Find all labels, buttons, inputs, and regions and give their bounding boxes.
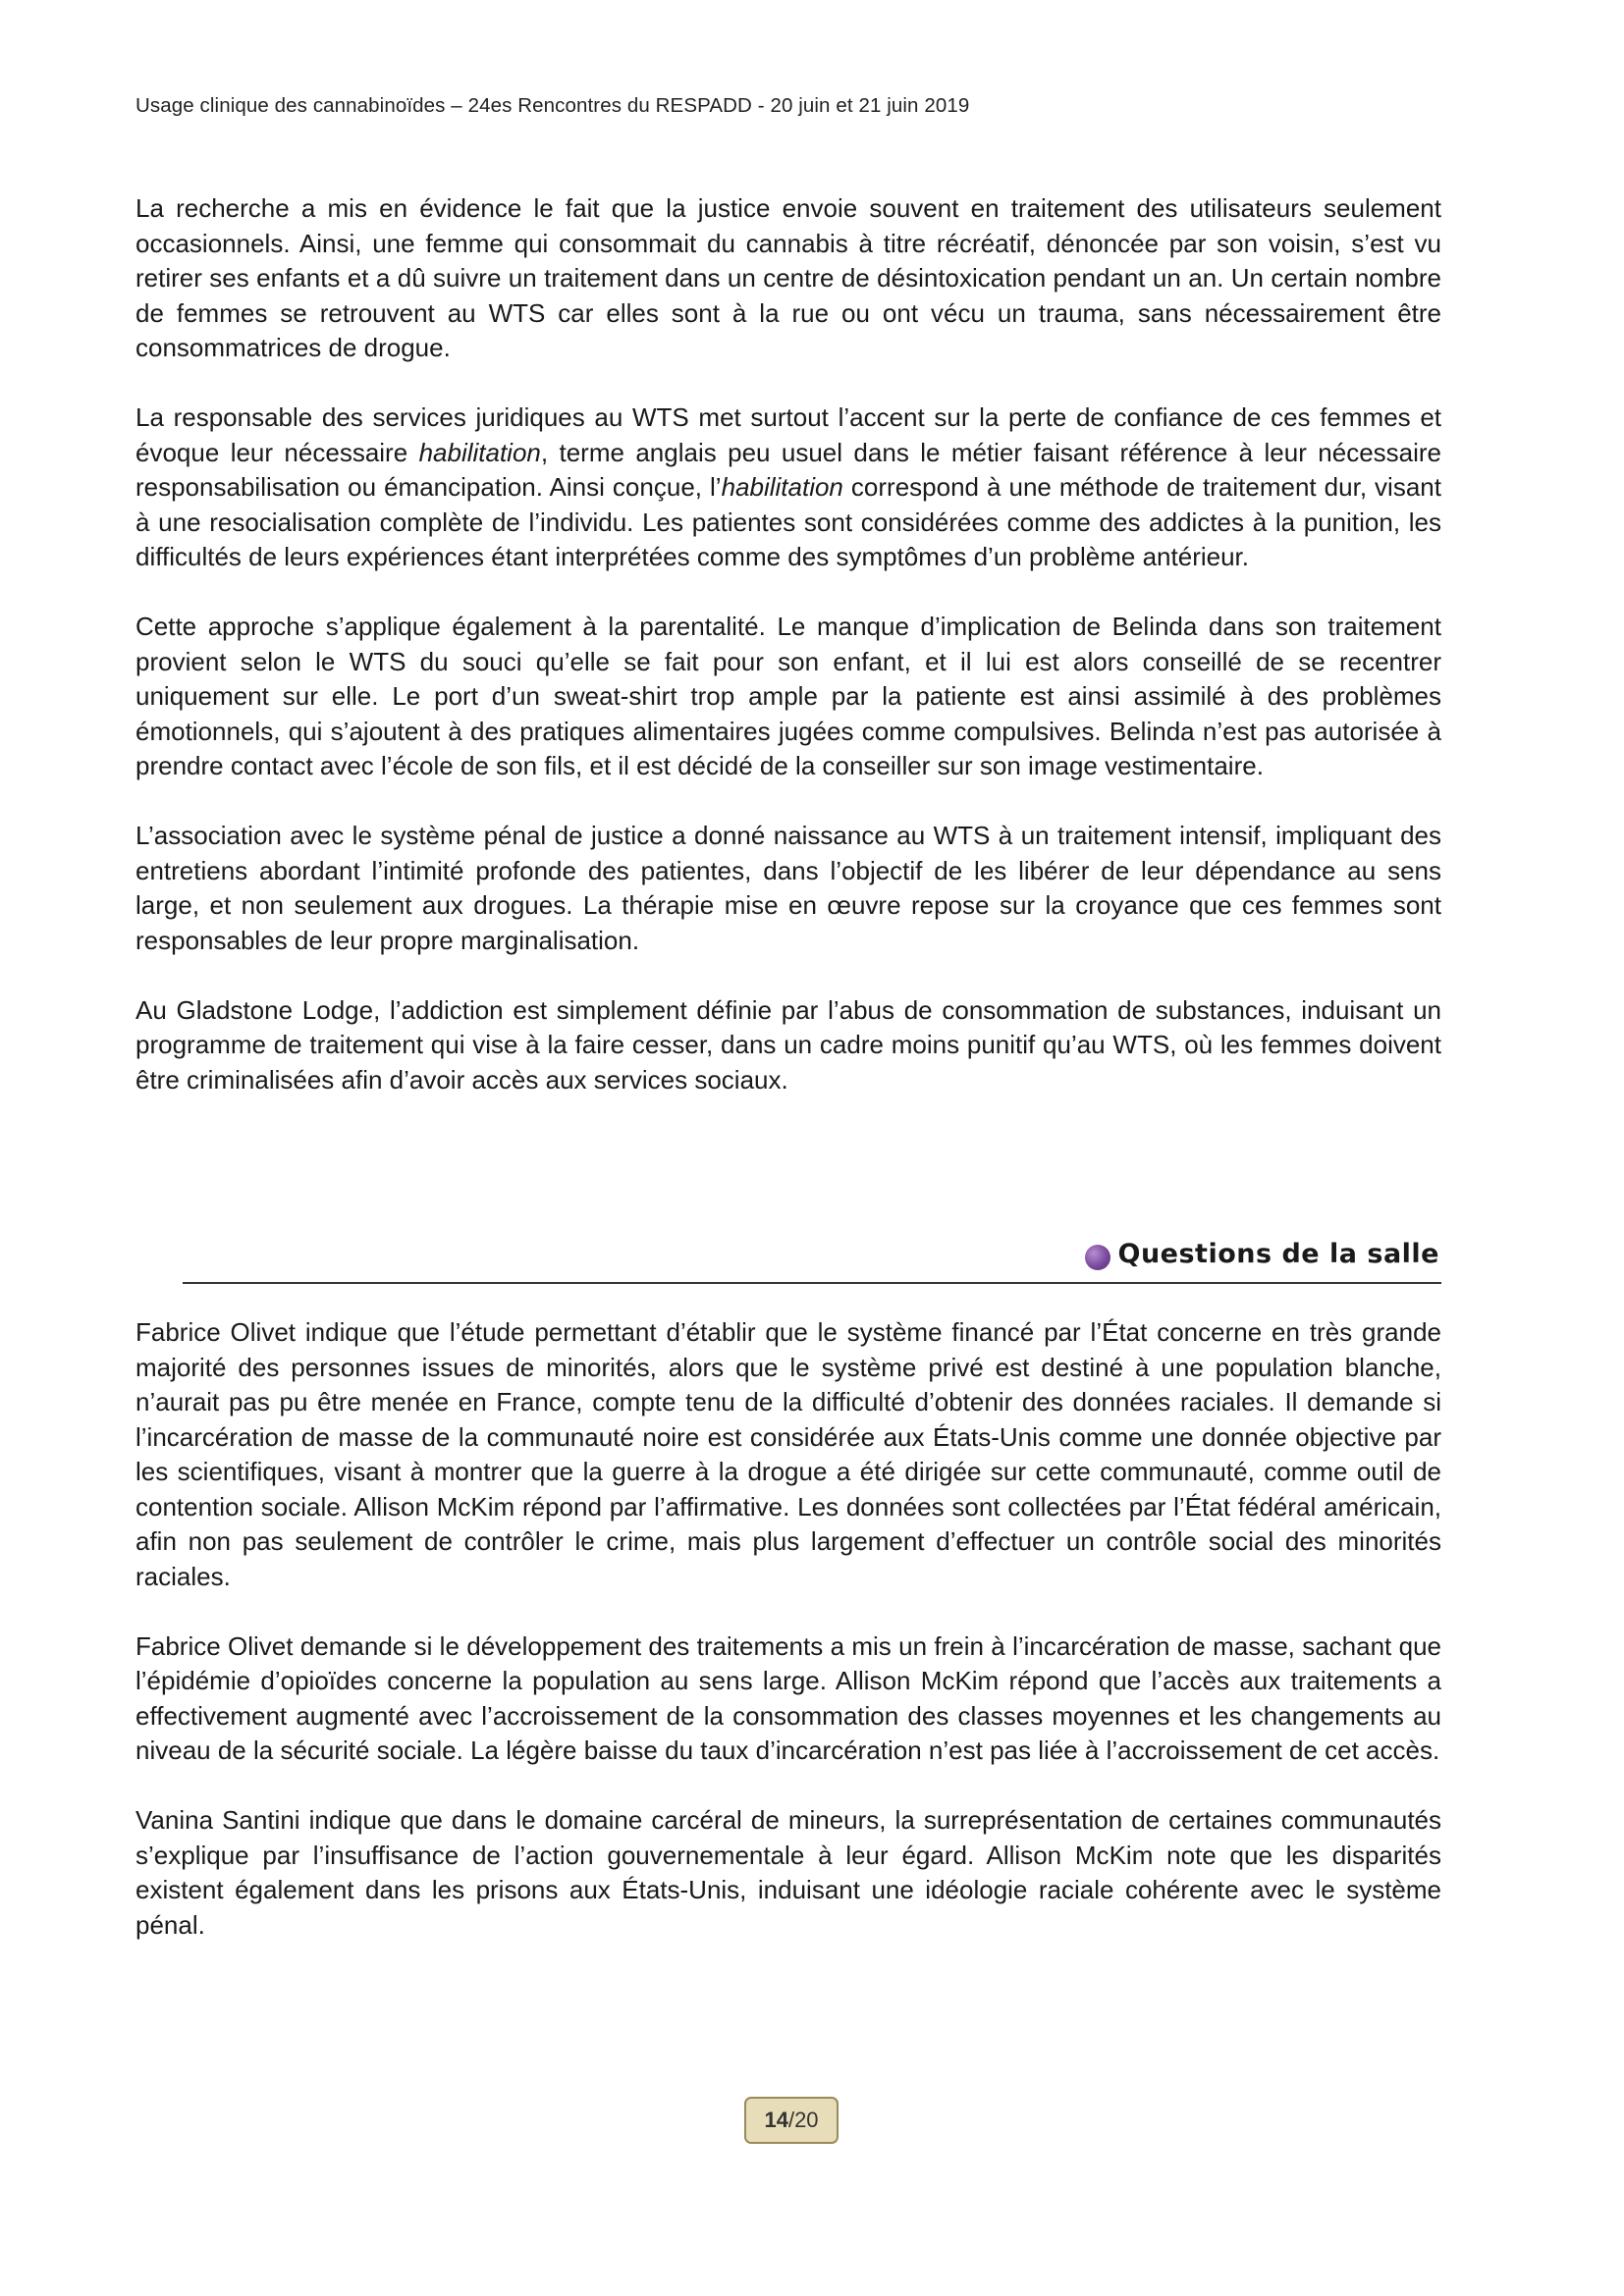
body-text-before-questions bbox=[135, 191, 1441, 1097]
paragraph: Vanina Santini indique que dans le domaine carcéral de mineurs, la surreprésentation de certaines communautés s’explique par l’insuffisance de l’action gouvernementale à leur égard. Allison McKim note que les disparités existent également dans les prisons aux États-Unis, induisant une idéologie raciale cohérente avec le système pénal. bbox=[135, 1805, 1441, 1940]
paragraph: La recherche a mis en évidence le fait que la justice envoie souvent en traitement des utilisateurs seulement occasionnels. Ainsi, une femme qui consommait du cannabis à titre récréatif, dénoncée par son voisin, s’est vu retirer ses enfants et a dû suivre un traitement dans un centre de désintoxication pendant un an. Un certain nombre de femmes se retrouvent au WTS car elles sont à la rue ou ont vécu un trauma, sans nécessairement être consommatrices de drogue. bbox=[135, 193, 1441, 362]
section-title: Questions de la salle bbox=[1117, 1239, 1439, 1269]
paragraph: L’association avec le système pénal de justice a donné naissance au WTS à un traitement intensif, impliquant des entretiens abordant l’intimité profonde des patientes, dans l’objectif de les libérer de leur dépendance au sens large, et non seulement aux drogues. La thérapie mise en œuvre repose sur la croyance que ces femmes sont responsables de leur propre marginalisation. bbox=[135, 821, 1441, 955]
page-current: 14 bbox=[764, 2108, 788, 2132]
page-number-badge bbox=[744, 2097, 839, 2144]
paragraph bbox=[135, 400, 1441, 575]
section-heading bbox=[183, 1235, 1441, 1284]
paragraph-text: , terme anglais peu usuel dans le métier faisant référence à leur nécessaire responsabilisation ou émancipation. Ainsi conçue, l’ bbox=[135, 437, 1442, 502]
paragraph: Fabrice Olivet demande si le développement des traitements a mis un frein à l’incarcération de masse, sachant que l’épidémie d’opioïdes concerne la population au sens large. Allison McKim répond que l’accès aux traitements a effectivement augmenté avec l’accroissement de la consommation des classes moyennes et les changements au niveau de la sécurité sociale. La légère baisse du taux d’incarcération n’est pas liée à l’accroissement de cet accès. bbox=[135, 1630, 1441, 1765]
page-separator: / bbox=[787, 2108, 795, 2132]
paragraph: Cette approche s’applique également à la parentalité. Le manque d’implication de Belinda dans son traitement provient selon le WTS du souci qu’elle se fait pour son enfant, et il lui est alors conseillé de se recentrer uniquement sur elle. Le port d’un sweat-shirt trop ample par la patiente est ainsi assimilé à des problèmes émotionnels, qui s’ajoutent à des pratiques alimentaires jugées comme compulsives. Belinda n’est pas autorisée à prendre contact avec l’école de son fils, et il est décidé de la conseiller sur son image vestimentaire. bbox=[135, 612, 1441, 780]
body-text-questions bbox=[135, 1315, 1441, 1943]
paragraph: Au Gladstone Lodge, l’addiction est simplement définie par l’abus de consommation de substances, induisant un programme de traitement qui vise à la faire cesser, dans un cadre moins punitif qu’au WTS, où les femmes doivent être criminalisées afin d’avoir accès aux services sociaux. bbox=[135, 994, 1441, 1095]
page-header: Usage clinique des cannabinoïdes – 24es Rencontres du RESPADD - 20 juin et 21 juin 2019 bbox=[135, 94, 970, 117]
paragraph: Fabrice Olivet indique que l’étude permettant d’établir que le système financé par l’État concerne en très grande majorité des personnes issues de minorités, alors que le système privé est destiné à une population blanche, n’aurait pas pu être menée en France, compte tenu de la difficulté d’obtenir des données raciales. Il demande si l’incarcération de masse de la communauté noire est considérée aux États-Unis comme une donnée objective par les scientifiques, visant à montrer que la guerre à la drogue a été dirigée sur cette communauté, comme outil de contention sociale. Allison McKim répond par l’affirmative. Les données sont collectées par l’État fédéral américain, afin non pas seulement de contrôler le crime, mais plus largement d’effectuer un contrôle social des minorités raciales. bbox=[135, 1317, 1441, 1591]
page-total: 20 bbox=[794, 2108, 819, 2132]
italic-term: habilitation bbox=[721, 472, 843, 502]
italic-term: habilitation bbox=[418, 437, 541, 467]
bullet-icon bbox=[1085, 1245, 1110, 1270]
paragraph-text: correspond à une méthode de traitement dur, visant à une resocialisation complète de l’individu. Les patientes sont considérées comme des addictes à la punition, les difficultés de leurs expériences étant interprétées comme des symptômes d’un problème antérieur. bbox=[135, 472, 1441, 571]
paragraph-text: La responsable des services juridiques au WTS met surtout l’accent sur la perte de confiance de ces femmes et évoque leur nécessaire bbox=[135, 402, 1441, 467]
